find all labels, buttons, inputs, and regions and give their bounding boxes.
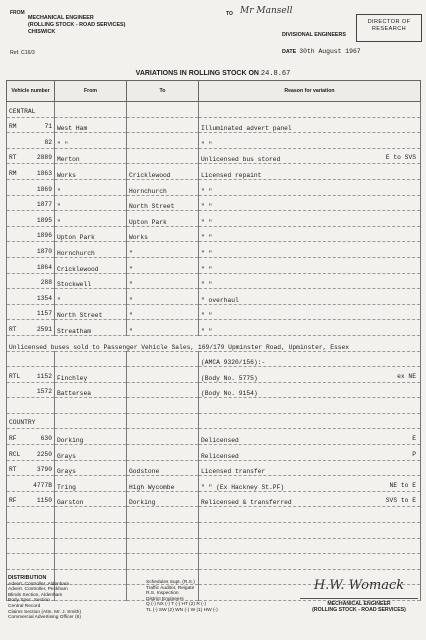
cell-vehicle — [7, 382, 55, 398]
cell-from: " — [55, 179, 127, 195]
cell-to — [127, 429, 199, 445]
cell-from — [55, 507, 127, 523]
vehicle-number: 2250 — [36, 450, 52, 458]
cell-to — [127, 398, 199, 414]
cell-from: North Street — [55, 304, 127, 320]
table-row — [7, 242, 421, 258]
col-to: To — [127, 81, 199, 102]
cell-to: Works — [127, 226, 199, 242]
reason-text: " " — [201, 327, 213, 335]
cell-reason — [199, 273, 421, 289]
vehicle-class: COUNTRY — [9, 419, 36, 427]
allocation-change: E — [412, 435, 416, 443]
table-row — [7, 554, 421, 570]
cell-from: Stockwell — [55, 273, 127, 289]
cell-reason — [199, 382, 421, 398]
reason-text: " overhaul — [201, 296, 239, 304]
cell-to — [127, 148, 199, 164]
cell-to: High Wycombe — [127, 476, 199, 492]
cell-from — [55, 102, 127, 118]
distribution-item: Blinds Section, Aldenham — [8, 592, 63, 598]
vehicle-number: 1877 — [36, 201, 52, 209]
cell-reason — [199, 257, 421, 273]
cell-to — [127, 382, 199, 398]
memo-header — [6, 6, 420, 60]
cell-reason — [199, 242, 421, 258]
vehicle-class: RM — [9, 123, 17, 131]
cell-from: Cricklewood — [55, 257, 127, 273]
cell-from: Merton — [55, 148, 127, 164]
table-row — [7, 460, 421, 476]
vehicle-number: 1150 — [36, 497, 52, 505]
cell-vehicle — [7, 491, 55, 507]
distribution-item: R.S. Inspection — [146, 591, 179, 597]
vehicle-number: 1152 — [36, 372, 52, 380]
distribution-list-2 — [146, 580, 218, 614]
reason-text: " " — [201, 265, 213, 273]
vehicle-number: 1895 — [36, 216, 52, 224]
cell-vehicle — [7, 226, 55, 242]
cell-vehicle — [7, 320, 55, 336]
vehicle-class: RTL — [9, 372, 21, 380]
cell-vehicle — [7, 413, 55, 429]
col-vehicle: Vehicle number — [7, 81, 55, 102]
distribution-title: DISTRIBUTION — [8, 575, 47, 581]
cell-vehicle — [7, 476, 55, 492]
signatory-title — [300, 598, 418, 614]
cell-to: " — [127, 289, 199, 305]
table-row — [7, 335, 421, 351]
cell-reason — [199, 304, 421, 320]
table-row — [7, 538, 421, 554]
reason-text: Delicensed — [201, 437, 239, 445]
table-row — [7, 289, 421, 305]
vehicle-number: 630 — [40, 435, 52, 443]
table-header-row — [7, 81, 421, 102]
cell-vehicle — [7, 429, 55, 445]
vehicle-number: 2889 — [36, 154, 52, 162]
cell-reason — [199, 226, 421, 242]
distribution-item: Schedules Supt. (R.S.) — [146, 580, 195, 585]
to-handwritten: Mr Mansell — [240, 6, 293, 16]
vehicle-number: 1869 — [36, 185, 52, 193]
reason-text: " " — [201, 187, 213, 195]
cell-to — [127, 507, 199, 523]
table-row — [7, 382, 421, 398]
vehicle-class: RT — [9, 325, 17, 333]
reason-text: " " — [201, 281, 213, 289]
vehicle-number: 1870 — [36, 247, 52, 255]
cell-from: West Ham — [55, 117, 127, 133]
reason-text: " " — [201, 218, 213, 226]
vehicle-class: RT — [9, 466, 17, 474]
cell-from: Hornchurch — [55, 242, 127, 258]
table-row — [7, 117, 421, 133]
cell-vehicle — [7, 507, 55, 523]
cell-reason — [199, 351, 421, 367]
date-label: DATE — [282, 49, 297, 55]
cell-to — [127, 538, 199, 554]
vehicle-number: 4777B — [33, 481, 52, 489]
cell-reason — [199, 523, 421, 539]
vehicle-number: 1864 — [36, 263, 52, 271]
reason-text: (Body No. 9154) — [201, 390, 258, 398]
cell-reason — [199, 195, 421, 211]
cell-from — [55, 351, 127, 367]
vehicle-number: 1572 — [36, 388, 52, 396]
vehicle-number: 1863 — [36, 169, 52, 177]
vehicle-number: 1354 — [36, 294, 52, 302]
cell-vehicle — [7, 102, 55, 118]
vehicle-number: 82 — [44, 138, 52, 146]
table-row — [7, 102, 421, 118]
reason-text: " " — [201, 140, 213, 148]
reason-text: " " — [201, 234, 213, 242]
cell-to: " — [127, 273, 199, 289]
reason-text: Unlicensed bus stored — [201, 156, 281, 164]
distribution-item: Central Record — [8, 603, 41, 609]
table-row — [7, 320, 421, 336]
vehicle-class: RT — [9, 154, 17, 162]
signature: H.W. Womack — [313, 578, 405, 593]
cell-vehicle — [7, 195, 55, 211]
cell-to: Dorking — [127, 491, 199, 507]
cell-from: Works — [55, 164, 127, 180]
memo-footer — [6, 576, 420, 636]
cell-to — [127, 102, 199, 118]
table-row — [7, 148, 421, 164]
cell-reason — [199, 429, 421, 445]
cell-from — [55, 538, 127, 554]
cell-from: Dorking — [55, 429, 127, 445]
cell-from: " — [55, 211, 127, 227]
reason-text: " " — [201, 312, 213, 320]
cell-to: " — [127, 320, 199, 336]
cell-reason — [199, 320, 421, 336]
reason-text: " " (Ex Hackney St.PF) — [201, 483, 285, 491]
allocation-change: E to SVS — [385, 154, 416, 162]
table-row — [7, 445, 421, 461]
col-reason: Reason for variation — [199, 81, 421, 102]
cell-from: Finchley — [55, 367, 127, 383]
cell-reason — [199, 507, 421, 523]
cell-vehicle — [7, 304, 55, 320]
table-row — [7, 273, 421, 289]
signatory-line: MECHANICAL ENGINEER — [327, 601, 391, 607]
distribution-item: Commercial Advertising Officer (6) — [8, 615, 81, 621]
table-row — [7, 133, 421, 149]
cell-vehicle — [7, 148, 55, 164]
from-label: FROM — [10, 10, 25, 16]
cell-reason — [199, 211, 421, 227]
date-value: 30th August 1967 — [299, 48, 361, 55]
cell-vehicle — [7, 367, 55, 383]
distribution-item: Traffic Auditor, Reigate — [146, 585, 195, 591]
cell-reason — [199, 491, 421, 507]
cell-vehicle — [7, 211, 55, 227]
table-row — [7, 523, 421, 539]
vehicle-number: 1157 — [36, 310, 52, 318]
cell-to: Godstone — [127, 460, 199, 476]
cell-to: Cricklewood — [127, 164, 199, 180]
cell-from: Upton Park — [55, 226, 127, 242]
table-row — [7, 179, 421, 195]
cell-from: " " — [55, 133, 127, 149]
vehicle-class: CENTRAL — [9, 107, 36, 115]
table-row — [7, 164, 421, 180]
cell-reason — [199, 398, 421, 414]
col-from: From — [55, 81, 127, 102]
table-row — [7, 429, 421, 445]
cell-vehicle — [7, 445, 55, 461]
from-line: MECHANICAL ENGINEER — [28, 15, 94, 21]
cell-to: Upton Park — [127, 211, 199, 227]
distribution-list — [8, 576, 81, 621]
table-row — [7, 211, 421, 227]
to-box — [222, 6, 426, 60]
table-row — [7, 257, 421, 273]
table-row — [7, 304, 421, 320]
cell-reason — [199, 445, 421, 461]
cell-from: Battersea — [55, 382, 127, 398]
distribution-item: Q (-) NX (-) T (-) HT (2) R (-) — [146, 602, 206, 608]
cell-to — [127, 523, 199, 539]
cell-reason — [199, 460, 421, 476]
from-box — [6, 6, 206, 60]
cell-reason — [199, 117, 421, 133]
cell-reason — [199, 538, 421, 554]
reason-text: Relicensed & transferred — [201, 499, 292, 507]
reason-text: Licensed transfer — [201, 468, 266, 476]
signature-block — [300, 578, 418, 614]
reason-text: (AMCA 9320/156):- — [201, 359, 266, 367]
cell-vehicle — [7, 538, 55, 554]
cell-vehicle — [7, 523, 55, 539]
cell-reason — [199, 133, 421, 149]
cell-vehicle — [7, 351, 55, 367]
allocation-change: P — [412, 450, 416, 458]
allocation-change: SVS to E — [385, 497, 416, 505]
cell-to: Hornchurch — [127, 179, 199, 195]
stamp-line: RESEARCH — [371, 26, 407, 32]
cell-to — [127, 554, 199, 570]
cell-from — [55, 398, 127, 414]
cell-from — [55, 413, 127, 429]
title-text: VARIATIONS IN ROLLING STOCK ON — [135, 70, 259, 77]
cell-reason — [199, 367, 421, 383]
cell-from: " — [55, 195, 127, 211]
reason-text: (Body No. 5775) — [201, 374, 258, 382]
cell-vehicle — [7, 164, 55, 180]
distribution-item: TL (-) SW (2) WN (-) W (1) HW (-) — [146, 607, 218, 613]
vehicle-number: 3790 — [36, 466, 52, 474]
allocation-change: NE to E — [389, 481, 416, 489]
distribution-item: Claims Section (Attn. Mr. J. Smith) — [8, 609, 82, 615]
cell-to — [127, 445, 199, 461]
distribution-item: District Engineers — [146, 596, 184, 602]
cell-reason — [199, 148, 421, 164]
cell-vehicle — [7, 242, 55, 258]
cell-vehicle — [7, 460, 55, 476]
variations-table — [6, 80, 421, 601]
vehicle-class: RM — [9, 169, 17, 177]
cell-reason — [199, 179, 421, 195]
cell-vehicle — [7, 289, 55, 305]
cell-reason — [199, 102, 421, 118]
vehicle-number: 71 — [44, 123, 52, 131]
cell-reason — [199, 554, 421, 570]
table-row — [7, 491, 421, 507]
cell-to — [127, 367, 199, 383]
cell-vehicle — [7, 257, 55, 273]
cell-to — [127, 133, 199, 149]
cell-vehicle — [7, 117, 55, 133]
reason-text: " " — [201, 249, 213, 257]
cell-from: Tring — [55, 476, 127, 492]
cell-from: Grays — [55, 445, 127, 461]
cell-to: North Street — [127, 195, 199, 211]
date-line — [282, 48, 361, 55]
table-row — [7, 351, 421, 367]
cell-to — [127, 117, 199, 133]
page-title — [0, 70, 426, 78]
cell-to: " — [127, 242, 199, 258]
signatory-line: (ROLLING STOCK - ROAD SERVICES) — [312, 607, 406, 614]
from-line: CHISWICK — [28, 29, 56, 35]
stamp-line: DIRECTOR OF — [367, 19, 411, 25]
cell-vehicle — [7, 179, 55, 195]
cell-from: Grays — [55, 460, 127, 476]
vehicle-number: 288 — [40, 279, 52, 287]
research-stamp — [356, 14, 422, 42]
cell-to — [127, 351, 199, 367]
reason-text: Relicensed — [201, 452, 239, 460]
vehicle-number: 1896 — [36, 232, 52, 240]
table-row — [7, 413, 421, 429]
cell-vehicle — [7, 398, 55, 414]
row-note: Unlicensed buses sold to Passenger Vehicle Sales, 169/179 Upminster Road, Upminster, Essex — [7, 335, 421, 351]
cell-reason — [199, 289, 421, 305]
cell-from — [55, 523, 127, 539]
table-row — [7, 398, 421, 414]
reason-text: Licensed repaint — [201, 171, 262, 179]
table-body — [7, 102, 421, 601]
vehicle-number: 2591 — [36, 325, 52, 333]
distribution-item: Body Spec. Section — [8, 598, 50, 604]
cell-to: " — [127, 257, 199, 273]
from-line: (ROLLING STOCK - ROAD SERVICES) — [28, 22, 126, 28]
to-label: TO — [226, 11, 233, 17]
reason-text: Illuminated advert panel — [201, 125, 292, 133]
cell-reason — [199, 476, 421, 492]
vehicle-class: RF — [9, 435, 17, 443]
cell-from: Garston — [55, 491, 127, 507]
cell-vehicle — [7, 273, 55, 289]
to-department: DIVISIONAL ENGINEERS — [282, 32, 347, 38]
cell-reason — [199, 413, 421, 429]
cell-from: " — [55, 289, 127, 305]
reason-text: " " — [201, 203, 213, 211]
table-row — [7, 226, 421, 242]
cell-reason — [199, 164, 421, 180]
cell-to: " — [127, 304, 199, 320]
table-row — [7, 507, 421, 523]
cell-vehicle — [7, 554, 55, 570]
cell-vehicle — [7, 133, 55, 149]
table-row — [7, 476, 421, 492]
vehicle-class: RF — [9, 497, 17, 505]
from-address — [28, 15, 125, 36]
cell-to — [127, 413, 199, 429]
reference: Ref. C16/3 — [10, 50, 35, 56]
cell-from: Streatham — [55, 320, 127, 336]
distribution-item: Advert. Controller, Peckham — [8, 587, 68, 593]
cell-from — [55, 554, 127, 570]
table-row — [7, 367, 421, 383]
title-date: 24.8.67 — [260, 70, 291, 78]
vehicle-class: RCL — [9, 450, 21, 458]
allocation-change: ex NE — [397, 372, 416, 380]
table-row — [7, 195, 421, 211]
distribution-item: Advert. Controller, Aldenham — [8, 581, 70, 587]
